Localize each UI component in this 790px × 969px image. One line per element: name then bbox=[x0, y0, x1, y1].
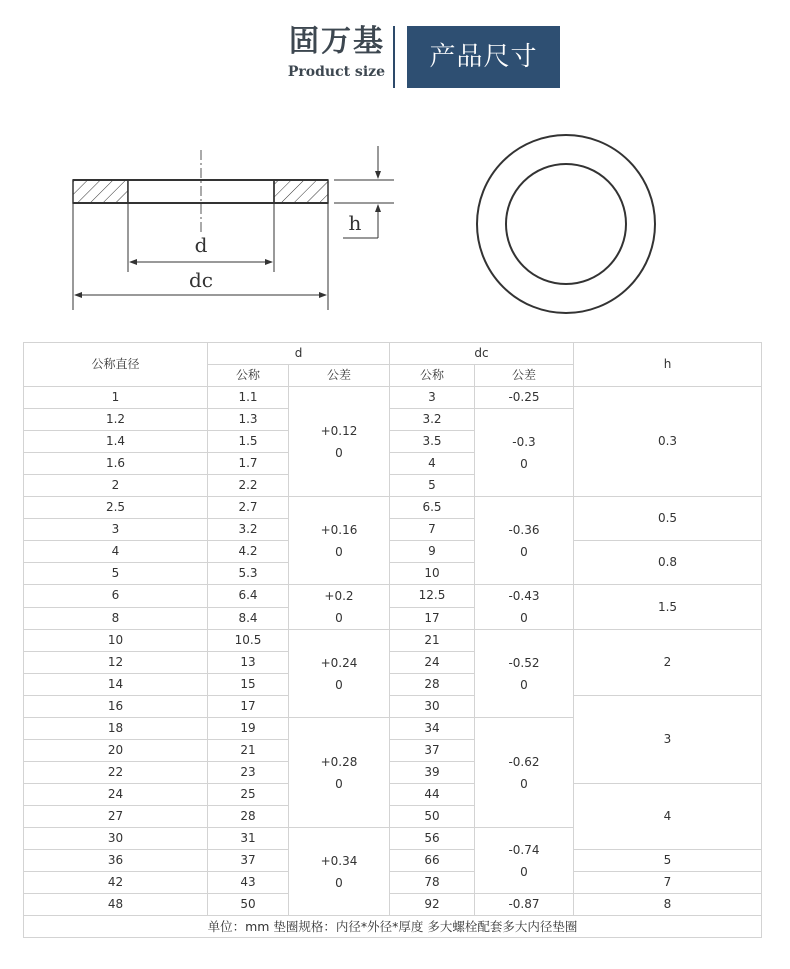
header-divider bbox=[393, 26, 395, 88]
table-footer-row bbox=[24, 916, 762, 938]
table-row bbox=[24, 497, 762, 519]
dc-cell: 34 bbox=[390, 718, 475, 740]
header-dc: dc bbox=[390, 343, 574, 365]
d-cell: 50 bbox=[208, 894, 289, 916]
dc-cell: 7 bbox=[390, 519, 475, 541]
dc-cell: 50 bbox=[390, 806, 475, 828]
table-row bbox=[24, 696, 762, 718]
d-cell: 28 bbox=[208, 806, 289, 828]
h-cell: 1.5 bbox=[574, 585, 762, 630]
dc-cell: 78 bbox=[390, 872, 475, 894]
washer-top-view bbox=[477, 135, 655, 313]
table-row bbox=[24, 541, 762, 563]
header-d-tolerance: 公差 bbox=[289, 365, 390, 387]
brand-subtitle: Product size bbox=[287, 64, 385, 80]
d-cell: 1.1 bbox=[208, 387, 289, 409]
d-cell: 13 bbox=[208, 652, 289, 674]
nominal-cell: 24 bbox=[24, 784, 208, 806]
header-d: d bbox=[208, 343, 390, 365]
nominal-cell: 22 bbox=[24, 762, 208, 784]
d-cell: 10.5 bbox=[208, 630, 289, 652]
table-row bbox=[24, 894, 762, 916]
dc-tolerance-cell: -0.43 0 bbox=[475, 585, 574, 630]
label-h: h bbox=[348, 211, 362, 235]
h-cell: 4 bbox=[574, 784, 762, 850]
nominal-cell: 14 bbox=[24, 674, 208, 696]
dc-cell: 4 bbox=[390, 453, 475, 475]
nominal-cell: 5 bbox=[24, 563, 208, 585]
nominal-cell: 36 bbox=[24, 850, 208, 872]
h-cell: 0.8 bbox=[574, 541, 762, 585]
header-h: h bbox=[574, 343, 762, 387]
dc-cell: 9 bbox=[390, 541, 475, 563]
washer-drawing bbox=[0, 120, 790, 320]
d-tolerance-cell: +0.2 0 bbox=[289, 585, 390, 630]
d-tolerance-cell: +0.24 0 bbox=[289, 630, 390, 718]
dc-cell: 17 bbox=[390, 607, 475, 630]
nominal-cell: 4 bbox=[24, 541, 208, 563]
dc-cell: 24 bbox=[390, 652, 475, 674]
nominal-cell: 48 bbox=[24, 894, 208, 916]
header-nominal-diameter: 公称直径 bbox=[24, 343, 208, 387]
table-row bbox=[24, 784, 762, 806]
dc-cell: 28 bbox=[390, 674, 475, 696]
h-cell: 7 bbox=[574, 872, 762, 894]
section-title: 产品尺寸 bbox=[407, 26, 560, 88]
d-cell: 2.7 bbox=[208, 497, 289, 519]
h-cell: 2 bbox=[574, 630, 762, 696]
dc-cell: 3.5 bbox=[390, 431, 475, 453]
dc-tolerance-cell: -0.36 0 bbox=[475, 497, 574, 585]
dc-tolerance-cell: -0.3 0 bbox=[475, 409, 574, 497]
d-cell: 1.5 bbox=[208, 431, 289, 453]
dc-cell: 37 bbox=[390, 740, 475, 762]
d-cell: 3.2 bbox=[208, 519, 289, 541]
nominal-cell: 3 bbox=[24, 519, 208, 541]
dc-cell: 6.5 bbox=[390, 497, 475, 519]
d-tolerance-cell: +0.28 0 bbox=[289, 718, 390, 828]
d-cell: 5.3 bbox=[208, 563, 289, 585]
d-cell: 1.7 bbox=[208, 453, 289, 475]
d-cell: 4.2 bbox=[208, 541, 289, 563]
d-cell: 1.3 bbox=[208, 409, 289, 431]
dc-cell: 3 bbox=[390, 387, 475, 409]
h-cell: 0.5 bbox=[574, 497, 762, 541]
brand-name: 固万基 bbox=[289, 24, 385, 59]
h-cell: 5 bbox=[574, 850, 762, 872]
dc-cell: 3.2 bbox=[390, 409, 475, 431]
dc-cell: 66 bbox=[390, 850, 475, 872]
nominal-cell: 2 bbox=[24, 475, 208, 497]
nominal-cell: 42 bbox=[24, 872, 208, 894]
nominal-cell: 30 bbox=[24, 828, 208, 850]
nominal-cell: 1.6 bbox=[24, 453, 208, 475]
d-cell: 25 bbox=[208, 784, 289, 806]
nominal-cell: 8 bbox=[24, 607, 208, 630]
dc-cell: 10 bbox=[390, 563, 475, 585]
dc-cell: 39 bbox=[390, 762, 475, 784]
dc-cell: 5 bbox=[390, 475, 475, 497]
d-tolerance-cell: +0.34 0 bbox=[289, 828, 390, 916]
d-cell: 37 bbox=[208, 850, 289, 872]
table-row bbox=[24, 850, 762, 872]
dc-cell: 21 bbox=[390, 630, 475, 652]
table-row bbox=[24, 387, 762, 409]
nominal-cell: 12 bbox=[24, 652, 208, 674]
h-cell: 0.3 bbox=[574, 387, 762, 497]
spec-rows bbox=[24, 387, 762, 938]
dc-cell: 92 bbox=[390, 894, 475, 916]
nominal-cell: 27 bbox=[24, 806, 208, 828]
d-cell: 43 bbox=[208, 872, 289, 894]
nominal-cell: 20 bbox=[24, 740, 208, 762]
label-d: d bbox=[194, 233, 208, 257]
d-cell: 31 bbox=[208, 828, 289, 850]
h-cell: 3 bbox=[574, 696, 762, 784]
nominal-cell: 1.2 bbox=[24, 409, 208, 431]
header-dc-nominal: 公称 bbox=[390, 365, 475, 387]
table-row bbox=[24, 872, 762, 894]
dc-tolerance-cell: -0.87 bbox=[475, 894, 574, 916]
nominal-cell: 16 bbox=[24, 696, 208, 718]
dc-cell: 30 bbox=[390, 696, 475, 718]
nominal-cell: 6 bbox=[24, 585, 208, 608]
dc-cell: 12.5 bbox=[390, 585, 475, 608]
d-cell: 19 bbox=[208, 718, 289, 740]
d-cell: 6.4 bbox=[208, 585, 289, 608]
d-cell: 8.4 bbox=[208, 607, 289, 630]
nominal-cell: 10 bbox=[24, 630, 208, 652]
nominal-cell: 2.5 bbox=[24, 497, 208, 519]
nominal-cell: 1 bbox=[24, 387, 208, 409]
dc-tolerance-cell: -0.52 0 bbox=[475, 630, 574, 718]
d-cell: 23 bbox=[208, 762, 289, 784]
brand bbox=[270, 24, 385, 82]
d-cell: 15 bbox=[208, 674, 289, 696]
table-row bbox=[24, 630, 762, 652]
nominal-cell: 18 bbox=[24, 718, 208, 740]
table-row bbox=[24, 585, 762, 608]
label-dc: dc bbox=[188, 268, 214, 292]
header-dc-tolerance: 公差 bbox=[475, 365, 574, 387]
nominal-cell: 1.4 bbox=[24, 431, 208, 453]
d-tolerance-cell: +0.12 0 bbox=[289, 387, 390, 497]
h-cell: 8 bbox=[574, 894, 762, 916]
table-footnote: 单位：mm 垫圈规格：内径*外径*厚度 多大螺栓配套多大内径垫圈 bbox=[24, 916, 762, 938]
header-d-nominal: 公称 bbox=[208, 365, 289, 387]
spec-table bbox=[23, 342, 762, 938]
d-cell: 21 bbox=[208, 740, 289, 762]
washer-side-view bbox=[73, 146, 394, 310]
dc-cell: 44 bbox=[390, 784, 475, 806]
d-cell: 2.2 bbox=[208, 475, 289, 497]
dc-tolerance-cell: -0.74 0 bbox=[475, 828, 574, 894]
dc-tolerance-cell: -0.62 0 bbox=[475, 718, 574, 828]
dc-tolerance-cell: -0.25 bbox=[475, 387, 574, 409]
d-tolerance-cell: +0.16 0 bbox=[289, 497, 390, 585]
dc-cell: 56 bbox=[390, 828, 475, 850]
d-cell: 17 bbox=[208, 696, 289, 718]
